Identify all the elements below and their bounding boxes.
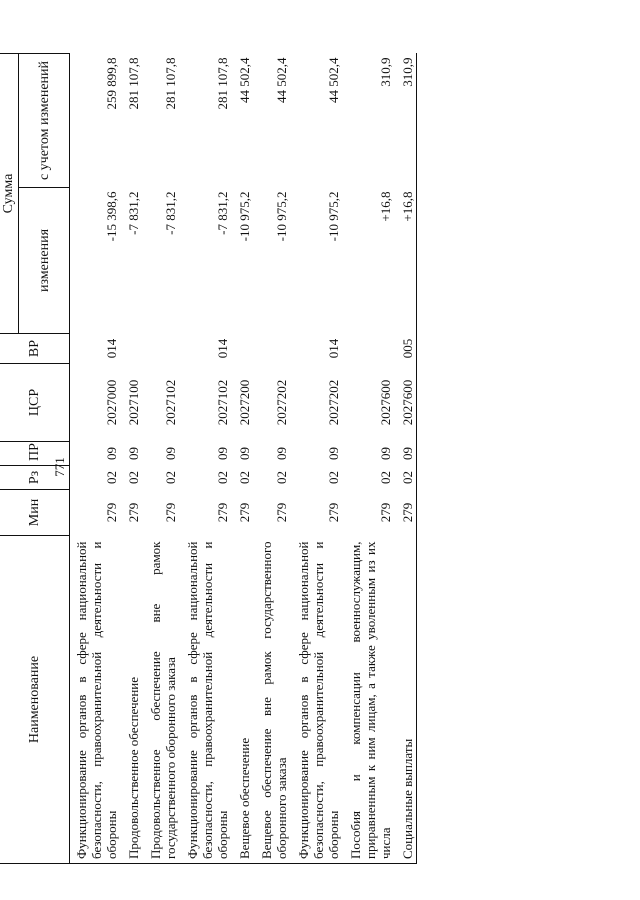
row-name: Функционирование органов в сфере национальной безопасности, правоохранительной деятельности и обороны — [296, 541, 341, 859]
row-name: Социальные выплаты — [400, 738, 415, 859]
row-total: 310,9 — [400, 57, 415, 87]
header-with-changes: с учетом изменений — [19, 54, 70, 188]
page-number: 771 — [52, 457, 67, 477]
budget-table — [0, 53, 417, 864]
row-vr — [142, 334, 179, 364]
row-csr: 2027202 — [326, 379, 341, 426]
row-name: Функционирование органов в сфере национальной безопасности, правоохранительной деятельности и обороны — [185, 541, 230, 859]
row-vr — [253, 334, 290, 364]
row-total: 281 107,8 — [163, 57, 178, 110]
row-vr — [120, 334, 142, 364]
row-min: 279 — [378, 502, 393, 523]
row-pr: 09 — [400, 447, 415, 460]
row-rz: 02 — [126, 471, 141, 484]
row-csr: 2027202 — [274, 379, 289, 426]
row-total: 44 502,4 — [274, 57, 289, 103]
row-min: 279 — [274, 502, 289, 523]
row-name: Продовольственное обеспечение — [126, 677, 141, 859]
table-row — [342, 54, 394, 864]
row-pr: 09 — [326, 447, 341, 460]
row-change: -7 831,2 — [163, 191, 178, 235]
row-change: -15 398,6 — [104, 191, 119, 242]
row-change: -10 975,2 — [274, 191, 289, 242]
row-min: 279 — [237, 502, 252, 523]
row-name: Продовольственное обеспечение вне рамок государственного оборонного заказа — [148, 541, 178, 859]
row-csr: 2027102 — [163, 379, 178, 426]
row-name: Вещевое обеспечение — [237, 737, 252, 859]
header-rz: Рз — [0, 466, 70, 490]
row-min: 279 — [326, 502, 341, 523]
row-change: -7 831,2 — [215, 191, 230, 235]
row-rz: 02 — [163, 471, 178, 484]
table-header — [0, 54, 70, 864]
table-row — [394, 54, 417, 864]
row-pr: 09 — [126, 447, 141, 460]
row-total: 44 502,4 — [237, 57, 252, 103]
budget-table-sheet — [0, 54, 415, 864]
header-pr: ПР — [0, 442, 70, 466]
row-vr: 005 — [400, 338, 415, 359]
header-csr: ЦСР — [0, 364, 70, 442]
row-pr: 09 — [163, 447, 178, 460]
row-change: -7 831,2 — [126, 191, 141, 235]
header-sum: Сумма — [0, 54, 19, 334]
row-csr: 2027102 — [215, 379, 230, 426]
row-total: 281 107,8 — [215, 57, 230, 110]
row-csr: 2027600 — [400, 379, 415, 426]
row-vr — [342, 334, 394, 364]
row-rz: 02 — [104, 471, 119, 484]
row-vr: 014 — [104, 338, 119, 359]
row-vr — [231, 334, 253, 364]
row-min: 279 — [104, 502, 119, 523]
row-total: 281 107,8 — [126, 57, 141, 110]
row-name: Вещевое обеспечение вне рамок государственного оборонного заказа — [259, 541, 289, 859]
row-csr: 2027100 — [126, 379, 141, 426]
row-pr: 09 — [237, 447, 252, 460]
table-row — [179, 54, 231, 864]
row-total: 259 899,8 — [104, 57, 119, 110]
row-rz: 02 — [378, 471, 393, 484]
row-pr: 09 — [104, 447, 119, 460]
row-change: +16,8 — [378, 191, 393, 222]
row-rz: 02 — [215, 471, 230, 484]
row-rz: 02 — [274, 471, 289, 484]
table-row — [70, 54, 121, 864]
header-vr: ВР — [0, 334, 70, 364]
table-row — [253, 54, 290, 864]
header-min: Мин — [0, 490, 70, 536]
row-pr: 09 — [274, 447, 289, 460]
row-rz: 02 — [326, 471, 341, 484]
row-min: 279 — [163, 502, 178, 523]
row-change: -10 975,2 — [326, 191, 341, 242]
table-body — [70, 54, 417, 864]
row-min: 279 — [400, 502, 415, 523]
row-pr: 09 — [215, 447, 230, 460]
row-vr: 014 — [215, 338, 230, 359]
row-change: +16,8 — [400, 191, 415, 222]
header-change: изменения — [19, 188, 70, 334]
row-change: -10 975,2 — [237, 191, 252, 242]
row-min: 279 — [215, 502, 230, 523]
row-vr: 014 — [326, 338, 341, 359]
row-name: Функционирование органов в сфере национальной безопасности, правоохранительной деятельности и обороны — [74, 541, 119, 859]
table-row — [290, 54, 342, 864]
row-rz: 02 — [400, 471, 415, 484]
row-csr: 2027200 — [237, 379, 252, 426]
row-csr: 2027000 — [104, 379, 119, 426]
table-row — [231, 54, 253, 864]
row-min: 279 — [126, 502, 141, 523]
row-name: Пособия и компенсации военнослужащим, приравненным к ним лицам, а также уволенным из их числа — [348, 541, 393, 859]
row-total: 310,9 — [378, 57, 393, 87]
row-pr: 09 — [378, 447, 393, 460]
header-name: Наименование — [0, 536, 70, 864]
row-csr: 2027600 — [378, 379, 393, 426]
row-total: 44 502,4 — [326, 57, 341, 103]
table-row — [142, 54, 179, 864]
row-rz: 02 — [237, 471, 252, 484]
table-row — [120, 54, 142, 864]
